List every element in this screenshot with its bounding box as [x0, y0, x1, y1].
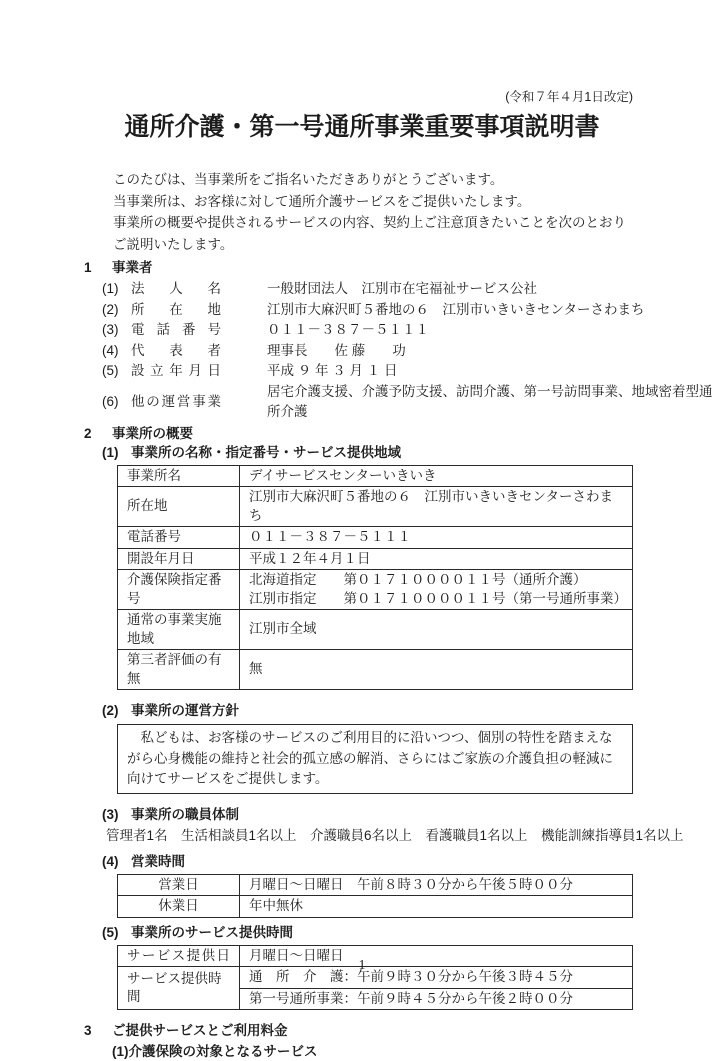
item-value: 理事長 佐 藤 功	[267, 342, 406, 358]
subsection-number: (5)	[102, 924, 119, 940]
section-title: ご提供サービスとご利用料金	[112, 1023, 288, 1038]
item-label: 法人名	[131, 281, 221, 296]
row-label-cell: 介護保険指定番号	[118, 570, 240, 610]
row-value-cell: 通 所 介 護：午前９時３０分から午後３時４５分	[240, 967, 633, 989]
service-time-table	[117, 945, 633, 1011]
subsection-3-1-heading: (1)介護保険の対象となるサービス	[112, 1044, 318, 1059]
section-number: 2	[84, 425, 92, 441]
provider-item-list	[102, 279, 724, 423]
table-row	[118, 896, 633, 918]
row-label-cell: 電話番号	[118, 527, 240, 549]
item-label: 他の運営事業	[131, 393, 221, 409]
subsection-2-1-heading	[102, 443, 724, 462]
row-label-cell: 通常の事業実施地域	[118, 610, 240, 650]
table-row	[118, 610, 633, 650]
item-number: (2)	[102, 301, 119, 317]
row-label-cell: 営業日	[118, 874, 240, 896]
item-number: (1)	[102, 281, 119, 296]
row-value-cell: 平成１２年４月１日	[240, 548, 633, 570]
row-label-cell: 開設年月日	[118, 548, 240, 570]
row-value-cell: 月曜日～日曜日 午前８時３０分から午後５時００分	[240, 874, 633, 896]
policy-text-box: 私どもは、お客様のサービスのご利用目的に沿いつつ、個別の特性を踏まえながら心身機能の維持と社会的孤立感の解消、さらにはご家族の介護負担の軽減に向けてサービスをご提供します。	[117, 724, 633, 794]
row-label-cell: 事業所名	[118, 465, 240, 487]
item-label: 電話番号	[131, 322, 221, 337]
list-item	[102, 300, 724, 321]
section-number: 1	[84, 260, 92, 275]
row-label-cell: 休業日	[118, 896, 240, 918]
subsection-number: (3)	[102, 806, 119, 822]
intro-paragraph	[113, 169, 724, 255]
item-label: 代表者	[131, 342, 221, 358]
subsection-2-5-heading	[102, 923, 724, 942]
business-hours-table	[117, 874, 633, 918]
item-label: 所在地	[131, 301, 221, 317]
subsection-number: (2)	[102, 703, 119, 718]
subsection-title: 事業所の運営方針	[131, 703, 239, 718]
subsection-number: (1)	[102, 444, 119, 460]
subsection-2-4-heading	[102, 852, 724, 871]
item-value: 一般財団法人 江別市在宅福祉サービス公社	[267, 281, 537, 296]
table-row	[118, 548, 633, 570]
table-row	[118, 527, 633, 549]
intro-line: このたびは、当事業所をご指名いただきありがとうございます。	[113, 172, 504, 187]
subsection-title: 事業所の名称・指定番号・サービス提供地域	[131, 444, 401, 460]
service-day-label: サービス提供日	[127, 947, 230, 963]
table-row	[118, 465, 633, 487]
section-number: 3	[84, 1023, 92, 1038]
subsection-number: (4)	[102, 853, 119, 869]
row-value-cell	[240, 570, 633, 610]
list-item	[102, 279, 724, 300]
list-item	[102, 341, 724, 362]
table-row	[118, 570, 633, 610]
section-3-heading	[84, 1021, 724, 1040]
row-label-cell: サービス提供時間	[118, 967, 240, 1010]
list-item	[102, 320, 724, 341]
document-title: 通所介護・第一号通所事業重要事項説明書	[124, 113, 600, 141]
intro-line: 当事業所は、お客様に対して通所介護サービスをご提供いたします。	[113, 193, 531, 209]
office-info-table	[117, 465, 633, 691]
list-item	[102, 382, 724, 423]
item-value: 江別市大麻沢町５番地の６ 江別市いきいきセンターさわまち	[267, 301, 645, 317]
item-number: (3)	[102, 322, 119, 337]
item-label: 設立年月日	[131, 363, 221, 378]
table-row	[118, 874, 633, 896]
designation-line: 江別市指定 第０１７１００００１１号（第一号通所事業）	[249, 590, 627, 606]
subsection-title: 営業時間	[131, 853, 185, 869]
staffing-text: 管理者1名 生活相談員1名以上 介護職員6名以上 看護職員1名以上 機能訓練指導員1名以上	[106, 827, 684, 843]
table-row	[118, 650, 633, 690]
table-row	[118, 487, 633, 527]
revision-note: (令和７年４月1日改定)	[505, 90, 633, 104]
item-value: ０１１－３８７－５１１１	[267, 322, 429, 337]
subsection-title: 事業所の職員体制	[131, 806, 239, 822]
subsection-2-3-heading	[102, 805, 724, 824]
row-value-cell: 江別市大麻沢町５番地の６ 江別市いきいきセンターさわまち	[240, 487, 633, 527]
intro-line: ご説明いたします。	[113, 236, 234, 252]
section-title: 事業所の概要	[112, 425, 193, 441]
item-number: (6)	[102, 393, 119, 409]
row-label-cell: 第三者評価の有無	[118, 650, 240, 690]
section-2-heading	[84, 424, 724, 443]
row-value-cell: ０１１－３８７－５１１１	[240, 527, 633, 549]
section-title: 事業者	[112, 260, 153, 275]
row-value-cell: 第一号通所事業：午前９時４５分から午後２時００分	[240, 988, 633, 1010]
item-value: 居宅介護支援、介護予防支援、訪問介護、第一号訪問事業、地域密着型通所介護	[267, 383, 713, 419]
subsection-2-2-heading	[102, 701, 724, 720]
subsection-title: 事業所のサービス提供時間	[131, 924, 293, 940]
row-label-cell: 所在地	[118, 487, 240, 527]
designation-line: 北海道指定 第０１７１００００１１号（通所介護）	[249, 572, 587, 587]
row-value-cell: 江別市全域	[240, 610, 633, 650]
row-value-cell: 無	[240, 650, 633, 690]
section-1-heading	[84, 258, 724, 277]
row-value-cell: 年中無休	[240, 896, 633, 918]
row-value-cell: 月曜日～日曜日	[240, 945, 633, 967]
item-number: (4)	[102, 342, 119, 358]
item-value: 平成 ９ 年 ３ 月 １ 日	[267, 363, 398, 378]
list-item	[102, 361, 724, 382]
row-value-cell: デイサービスセンターいきいき	[240, 465, 633, 487]
item-number: (5)	[102, 363, 119, 378]
page-number: 1	[358, 958, 366, 973]
intro-line: 事業所の概要や提供されるサービスの内容、契約上ご注意頂きたいことを次のとおり	[113, 215, 626, 230]
